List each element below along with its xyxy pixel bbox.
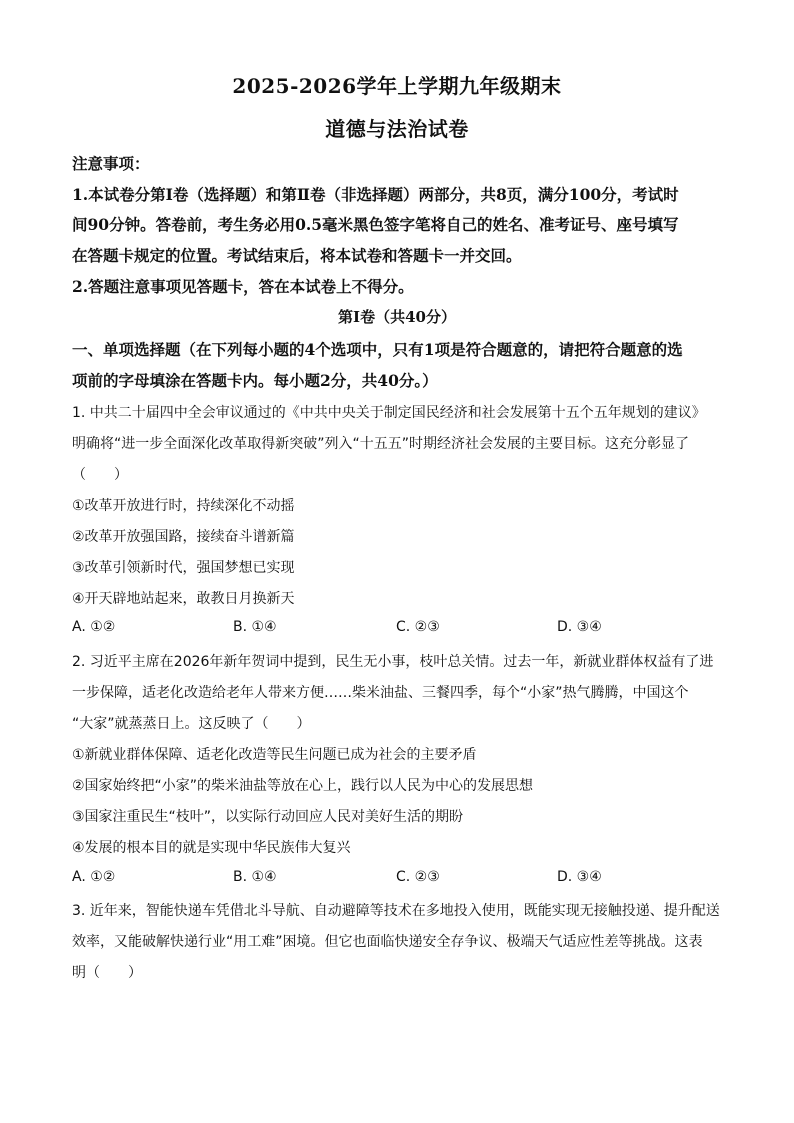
notes-line: 间90分钟。答卷前，考生务必用0.5毫米黑色签字笔将自己的姓名、准考证号、座号填写: [72, 215, 679, 234]
question-1-option-b: B. ①④: [233, 619, 277, 635]
question-1-statement: ①改革开放进行时，持续深化不动摇: [72, 498, 295, 514]
notes-line: 1.本试卷分第Ⅰ卷（选择题）和第Ⅱ卷（非选择题）两部分，共8页，满分100分，考试时: [72, 185, 679, 204]
notes-heading: 注意事项：: [72, 154, 150, 173]
question-1-statement: ④开天辟地站起来，敢教日月换新天: [72, 591, 295, 607]
question-1-option-a: A. ①②: [72, 619, 116, 635]
question-2-option-a: A. ①②: [72, 869, 116, 885]
question-2-statement: ④发展的根本目的就是实现中华民族伟大复兴: [72, 840, 351, 856]
question-2-option-d: D. ③④: [557, 869, 602, 885]
question-1-statement: ③改革引领新时代，强国梦想已实现: [72, 560, 295, 576]
question-2-stem: 一步保障，适老化改造给老年人带来方便……柴米油盐、三餐四季，每个“小家”热气腾腾，中国这个: [72, 685, 689, 701]
exam-subject: 道德与法治试卷: [325, 117, 469, 141]
question-2-statement: ①新就业群体保障、适老化改造等民生问题已成为社会的主要矛盾: [72, 747, 477, 763]
notes-line: 在答题卡规定的位置。考试结束后，将本试卷和答题卡一并交回。: [72, 246, 522, 265]
section-instruction: 项前的字母填涂在答题卡内。每小题2分，共40分。）: [72, 371, 438, 390]
question-3-stem: 明（ ）: [72, 965, 142, 981]
question-1-option-c: C. ②③: [396, 619, 440, 635]
question-1-option-d: D. ③④: [557, 619, 602, 635]
section-title: 第Ⅰ卷（共40分）: [338, 308, 456, 326]
question-2-option-c: C. ②③: [396, 869, 440, 885]
question-2-stem: 2. 习近平主席在2026年新年贺词中提到，民生无小事，枝叶总关情。过去一年，新就业群体权益有了进: [72, 654, 714, 670]
question-2-statement: ②国家始终把“小家”的柴米油盐等放在心上，践行以人民为中心的发展思想: [72, 778, 534, 794]
question-1-stem: 明确将“进一步全面深化改革取得新突破”列入“十五五”时期经济社会发展的主要目标。这充分彰显了: [72, 436, 690, 452]
notes-line: 2.答题注意事项见答题卡，答在本试卷上不得分。: [72, 277, 414, 296]
question-1-stem: （ ）: [72, 467, 128, 483]
question-3-stem: 3. 近年来，智能快递车凭借北斗导航、自动避障等技术在多地投入使用，既能实现无接触投递、提升配送: [72, 903, 720, 919]
question-1-statement: ②改革开放强国路，接续奋斗谱新篇: [72, 529, 295, 545]
question-2-statement: ③国家注重民生“枝叶”，以实际行动回应人民对美好生活的期盼: [72, 809, 464, 825]
question-3-stem: 效率，又能破解快递行业“用工难”困境。但它也面临快递安全存争议、极端天气适应性差等挑战。这表: [72, 934, 703, 950]
section-instruction: 一、单项选择题（在下列每小题的4个选项中，只有1项是符合题意的，请把符合题意的选: [72, 340, 683, 359]
question-2-option-b: B. ①④: [233, 869, 277, 885]
question-2-stem: “大家”就蒸蒸日上。这反映了（ ）: [72, 716, 311, 732]
exam-title: 2025-2026学年上学期九年级期末: [232, 74, 562, 98]
question-1-stem: 1. 中共二十届四中全会审议通过的《中共中央关于制定国民经济和社会发展第十五个五年规划的建议》: [72, 405, 706, 421]
